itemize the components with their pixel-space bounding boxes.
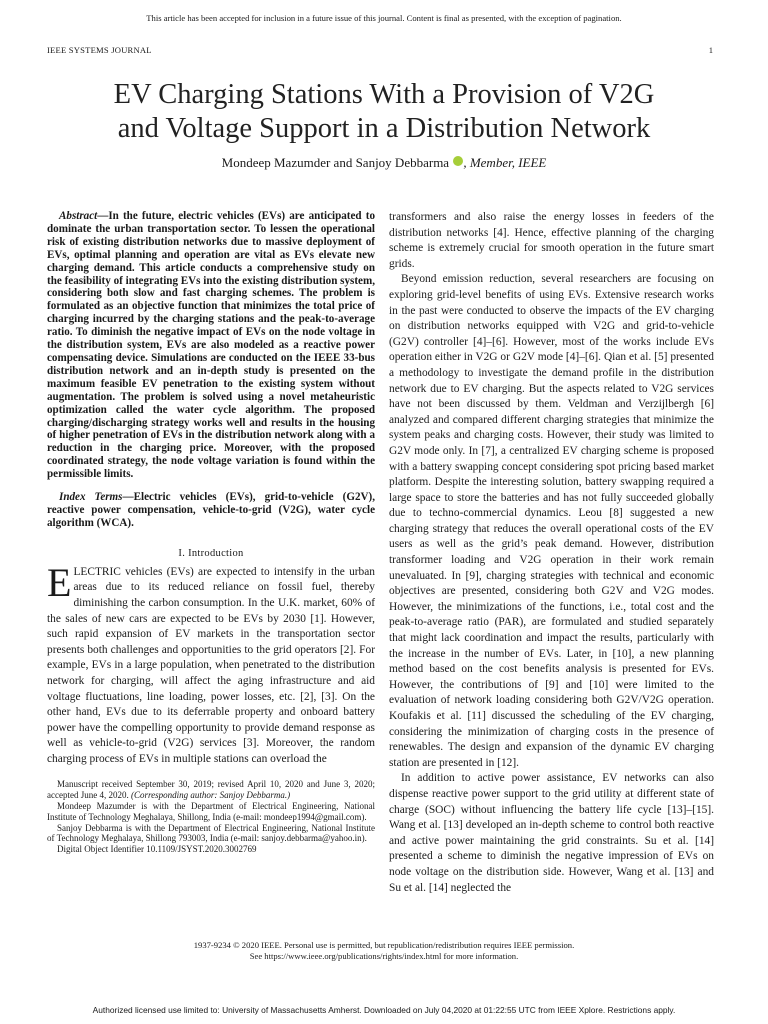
footnote-corresponding: (Corresponding author: Sanjoy Debbarma.) <box>128 790 291 801</box>
right-paragraph-1: transformers and also raise the energy losses in feeders of the distribution networks [4]. Hence, effective planning of the charging scheme is extremely crucial for smooth operation in the future smart grids. <box>389 211 714 270</box>
section-heading: I. Introduction <box>178 547 244 559</box>
authorized-use-notice: Authorized licensed use limited to: University of Massachusetts Amherst. Downloaded on July 04,2020 at 01:22:55 UTC from IEEE Xplore. Restrictions apply. <box>92 1005 676 1015</box>
abstract-label: Abstract <box>59 210 98 222</box>
footnotes <box>47 779 375 855</box>
author-membership: , Member, IEEE <box>463 155 547 170</box>
footnote-author-2: Sanjoy Debbarma is with the Department of Electrical Engineering, National Institute of Technology Meghalaya, Shillong 793003, India (e-mail: sanjoy.debbarma@yahoo.in). <box>47 822 375 844</box>
orcid-icon[interactable] <box>453 156 463 166</box>
intro-paragraph <box>47 559 375 768</box>
journal-name: IEEE SYSTEMS JOURNAL <box>47 45 152 55</box>
right-column <box>389 210 714 896</box>
footnote-doi: Digital Object Identifier 10.1109/JSYST.2020.3002769 <box>57 844 257 855</box>
right-paragraph-3: In addition to active power assistance, EV networks can also dispense reactive power support to the grid utility at different state of charge (SOC) without influencing the battery life cycle [13]–[15]. Wang et al. [13] developed an in-depth scheme to control both reactive and active power maintaining the grid constraints. Su et al. [14] presented a scheme to diminish the negative impression of EVs on node voltage on the distribution side. However, Wang et al. [13] and Su et al. [14] neglected the <box>389 772 714 894</box>
copyright-block <box>0 940 768 962</box>
index-terms-label: Index Terms <box>59 491 123 504</box>
title-line-2: and Voltage Support in a Distribution Network <box>117 113 651 144</box>
title-line-1: EV Charging Stations With a Provision of V2G <box>113 79 655 110</box>
copyright-line-2: See https://www.ieee.org/publications/rights/index.html for more information. <box>249 951 519 961</box>
author-line <box>0 155 768 171</box>
copyright-line-1: 1937-9234 © 2020 IEEE. Personal use is permitted, but republication/redistribution requires IEEE permission. <box>193 940 575 950</box>
abstract-text: —In the future, electric vehicles (EVs) are anticipated to dominate the urban transportation sector. To lessen the operational risk of existing distribution networks due to massive deployment of EVs, optimal planning and operation are vital as EVs elevate new charging demand. This article conducts a comprehensive study on the feasibility of integrating EVs into the existing distribution system, considering both slow and fast charging schemes. The problem is formulated as an objective function that minimizes the total price of charging incurred by the charging stations and the peak-to-average ratio. To diminish the negative impact of EVs on the node voltage in the distribution system, EVs are also modeled as a reactive power compensating device. Simulations are conducted on the IEEE 33-bus distribution network and an in-depth study is presented on the maximum feasible EV penetration to the existing system without augmentation. The problem is solved using a novel metaheuristic optimization called the water cycle algorithm. The proposed charging/discharging strategy works well and results in the housing of higher penetration of EVs in the distribution network along with a reduction in the charging price. Moreover, with the proposed coordinated strategy, the node voltage variation is found within the permissible limits. <box>47 210 375 481</box>
paper-title <box>40 78 728 146</box>
index-terms <box>47 491 375 530</box>
footnote-received: Manuscript received September 30, 2019; revised April 10, 2020 and June 3, 2020; accepted June 4, 2020. (Corresponding author: Sanjoy Debbarma.) <box>47 779 375 801</box>
right-paragraph-2: Beyond emission reduction, several researchers are focusing on exploring grid-level benefits of using EVs. Extensive research works in the past were conducted to observe the impacts of the EV charging on distribution networks equipped with V2G and grid-to-vehicle (G2V) controller [4]–[6]. However, most of the works include EVs operation either in V2G or G2V mode [4]–[6]. Qian et al. [5] presented a methodology to investigate the demand profile in the distribution network due to EV charging. But the aspects related to V2G services have not been discussed by them. Veldman and Verzijlbergh [6] analyzed and compared different charging strategies that minimize the system peaks and charging costs. However, their study was limited to G2V mode only. In [7], a centralized EV charging scheme is proposed with a battery swapping concept considering spot pricing based market platform. Despite the interesting solution, battery swapping required a large space to store the batteries and has not fully succeeded globally due to techno-commercial dynamics. Leou [8] suggested a new charging strategy that reduces the overall operational costs of the EV users as well as the grid’s peak demand. However, distribution transformer loading and V2G operation in their work remain unevaluated. In [9], charging strategies with technical and economic objectives are presented, considering both G2V and V2G modes. However, the minimizations of the functions, i.e., total cost and the peak-to-average ratio (PAR), are formulated and studied separately that might lack coordination and impact the results, particularly with the increase in the number of EVs. Later, in [10], a new planning method based on the cost benefits analysis is presented for EVs. However, the contributions of [9] and [10] were limited to the evaluation of network loading considering both G2V/V2G operation. Koufakis et al. [11] discussed the scheduling of the EV charging, considering the minimization of charging costs in the presence of renewables. The design and expansion of the dynamic EV charging station are presented in [12]. <box>389 273 714 769</box>
left-column <box>47 210 375 855</box>
page-number: 1 <box>708 45 713 55</box>
footnote-author-1: Mondeep Mazumder is with the Department of Electrical Engineering, National Institute of Technology Meghalaya, Shillong, India (e-mail: mondeep1994@gmail.com). <box>47 801 375 822</box>
intro-text: LECTRIC vehicles (EVs) are expected to intensify in the urban areas due to its reduced reliance on fossil fuel, thereby diminishing the carbon consumption. In the U.K. market, 60% of the sales of new cars are expected to be EVs by 2030 [1]. However, such rapid expansion of EV markets in the transportation sector presents both challenges and opportunities to the grid operators [2]. For example, EVs in a large population, when penetrated to the distribution network for charging, will affect the aging infrastructure and aid voltage fluctuations, line loading, power losses, etc. [2], [3]. On the other hand, EVs due to its deferrable property and onboard battery power have the compelling opportunity to provide demand response as well as vehicle-to-grid (V2G) services [3]. Moreover, the random charging process of EVs in multiple stations can overload the <box>47 565 375 765</box>
acceptance-notice: This article has been accepted for inclusion in a future issue of this journal. Content is final as presented, with the exception of pagination. <box>146 13 622 23</box>
index-terms-text: —Electric vehicles (EVs), grid-to-vehicle (G2V), reactive power compensation, vehicle-to-grid (V2G), water cycle algorithm (WCA). <box>47 491 375 529</box>
drop-cap: E <box>47 559 72 605</box>
author-names: Mondeep Mazumder and Sanjoy Debbarma <box>221 155 450 170</box>
abstract <box>47 210 375 481</box>
